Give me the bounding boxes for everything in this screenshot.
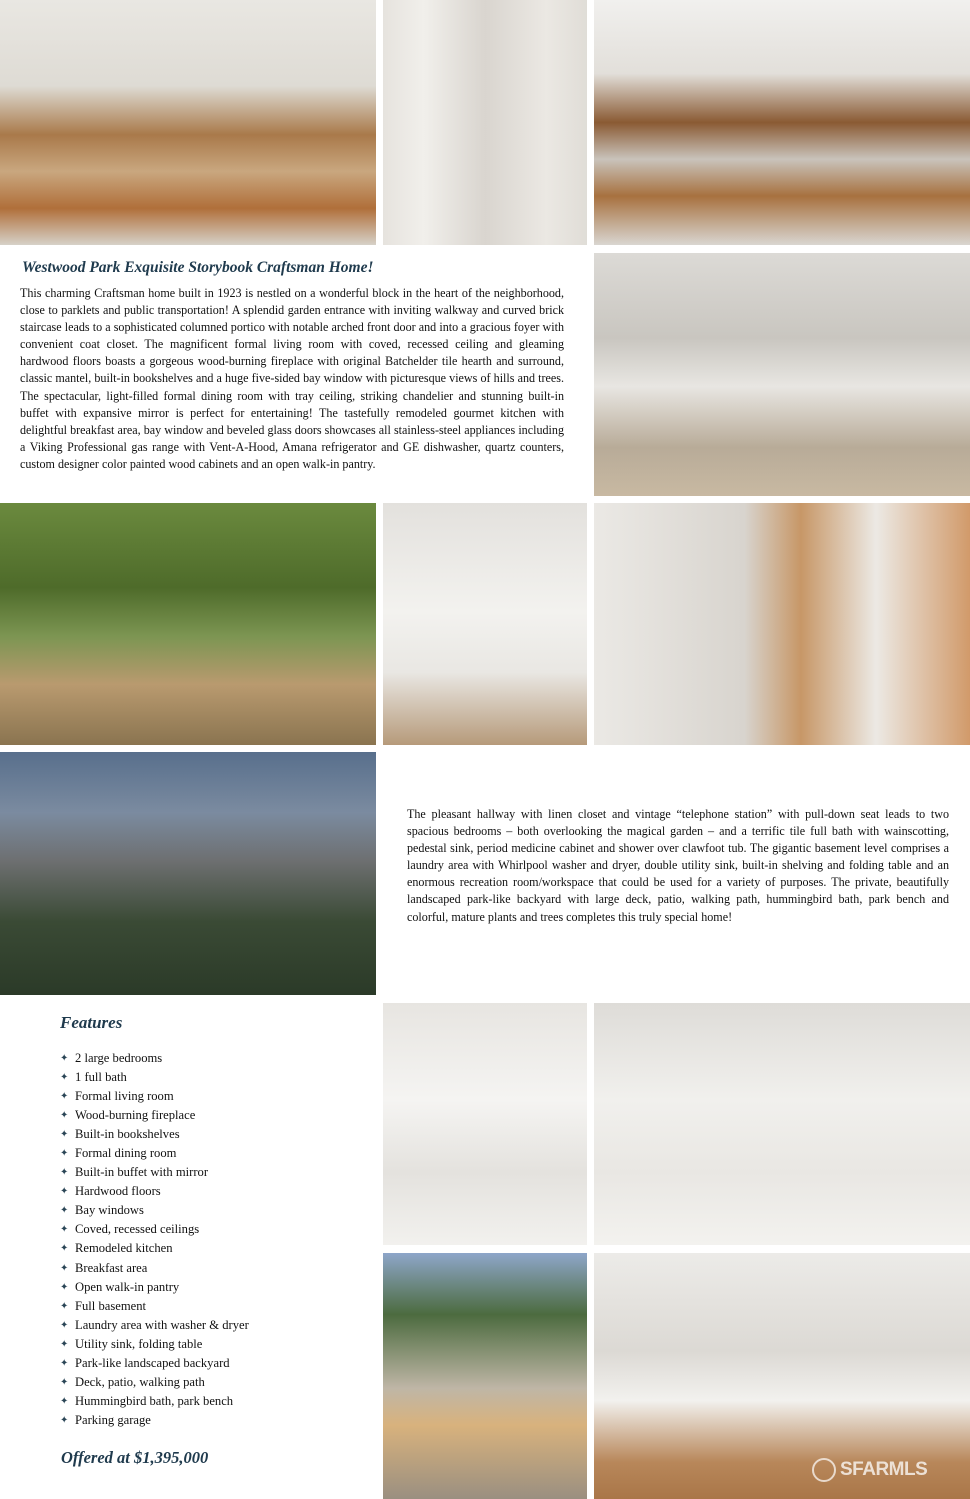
dining-room-photo (0, 0, 376, 245)
description-paragraph-1: This charming Craftsman home built in 1923 is nestled on a wonderful block in the heart of the neighborhood, close to parklets and public transportation! A splendid garden entrance with inviting walkway and curved brick staircase leads to a sophisticated columned portico with notable arched front door and into a gracious foyer with convenient coat closet. The magnificent formal living room with coved, recessed ceiling and gleaming hardwood floors boasts a gorgeous wood-burning fireplace with original Batchelder tile hearth and surround, classic mantel, built-in bookshelves and a huge five-sided bay window with picturesque views of hills and trees. The spectacular, light-filled formal dining room with tray ceiling, striking chandelier and stunning built-in buffet with expansive mirror is perfect for entertaining! The tastefully remodeled gourmet kitchen with delightful breakfast area, bay window and beveled glass doors showcases all stainless-steel appliances including a Viking Professional gas range with Vent-A-Hood, Amana refrigerator and GE dishwasher, quartz counters, custom designer color painted wood cabinets and an open walk-in pantry. (20, 286, 564, 471)
bathroom-tub-photo (594, 1003, 970, 1245)
hallway-photo (383, 503, 587, 745)
feature-item: ✦ Remodeled kitchen (60, 1239, 249, 1258)
feature-item: ✦ Wood-burning fireplace (60, 1106, 249, 1125)
feature-item: ✦ Breakfast area (60, 1259, 249, 1278)
diamond-bullet-icon: ✦ (60, 1414, 69, 1426)
description-paragraph-2: The pleasant hallway with linen closet and vintage “telephone station” with pull-down seat leads to two spacious bedrooms – both overlooking the magical garden – and a terrific tile full bath with wainscotting, pedestal sink, period medicine cabinet and shower over clawfoot tub. The gigantic basement level comprises a laundry area with Whirlpool washer and dryer, double utility sink, built-in shelving and folding table and an enormous recreation room/workspace that could be used for a variety of purposes. The private, beautifully landscaped park-like backyard with large deck, patio, walking path, hummingbird bath, park bench and colorful, mature plants and trees completes this truly special home! (407, 807, 949, 924)
feature-item: ✦ Formal dining room (60, 1144, 249, 1163)
diamond-bullet-icon: ✦ (60, 1129, 69, 1141)
features-list (60, 1049, 249, 1430)
diamond-bullet-icon: ✦ (60, 1319, 69, 1331)
feature-item: ✦ Formal living room (60, 1087, 249, 1106)
diamond-bullet-icon: ✦ (60, 1186, 69, 1198)
diamond-bullet-icon: ✦ (60, 1224, 69, 1236)
diamond-bullet-icon: ✦ (60, 1205, 69, 1217)
diamond-bullet-icon: ✦ (60, 1053, 69, 1064)
front-exterior-photo (383, 1253, 587, 1499)
foyer-photo (383, 0, 587, 245)
feature-item: ✦ Deck, patio, walking path (60, 1373, 249, 1392)
feature-item: ✦ Hardwood floors (60, 1182, 249, 1201)
feature-item: ✦ Open walk-in pantry (60, 1278, 249, 1297)
rear-exterior-photo (0, 752, 376, 995)
diamond-bullet-icon: ✦ (60, 1091, 69, 1103)
diamond-bullet-icon: ✦ (60, 1281, 69, 1293)
feature-item: ✦ 2 large bedrooms (60, 1049, 249, 1068)
kitchen-photo (594, 253, 970, 496)
diamond-bullet-icon: ✦ (60, 1300, 69, 1312)
diamond-bullet-icon: ✦ (60, 1262, 69, 1274)
feature-item: ✦ 1 full bath (60, 1068, 249, 1087)
diamond-bullet-icon: ✦ (60, 1338, 69, 1350)
feature-item: ✦ Full basement (60, 1297, 249, 1316)
mls-logo-icon (812, 1458, 836, 1482)
hallway-bedroom-photo (594, 503, 970, 745)
diamond-bullet-icon: ✦ (60, 1376, 69, 1388)
living-room-photo (594, 0, 970, 245)
feature-item: ✦ Park-like landscaped backyard (60, 1354, 249, 1373)
feature-item: ✦ Hummingbird bath, park bench (60, 1392, 249, 1411)
diamond-bullet-icon: ✦ (60, 1395, 69, 1407)
feature-item: ✦ Built-in bookshelves (60, 1125, 249, 1144)
feature-item: ✦ Coved, recessed ceilings (60, 1220, 249, 1239)
feature-item: ✦ Parking garage (60, 1411, 249, 1430)
feature-item: ✦ Laundry area with washer & dryer (60, 1316, 249, 1335)
diamond-bullet-icon: ✦ (60, 1148, 69, 1160)
feature-item: ✦ Utility sink, folding table (60, 1335, 249, 1354)
feature-item: ✦ Built-in buffet with mirror (60, 1163, 249, 1182)
bathroom-cabinet-photo (383, 1003, 587, 1245)
offer-price: Offered at $1,395,000 (61, 1448, 209, 1467)
listing-title: Westwood Park Exquisite Storybook Craftsman Home! (22, 259, 374, 276)
diamond-bullet-icon: ✦ (60, 1167, 69, 1179)
watermark-text: SFARMLS (840, 1459, 928, 1480)
diamond-bullet-icon: ✦ (60, 1243, 69, 1255)
diamond-bullet-icon: ✦ (60, 1072, 69, 1084)
backyard-garden-photo (0, 503, 376, 745)
mls-watermark (812, 1458, 927, 1482)
feature-item: ✦ Bay windows (60, 1201, 249, 1220)
diamond-bullet-icon: ✦ (60, 1357, 69, 1369)
diamond-bullet-icon: ✦ (60, 1110, 69, 1122)
features-heading: Features (60, 1013, 123, 1032)
